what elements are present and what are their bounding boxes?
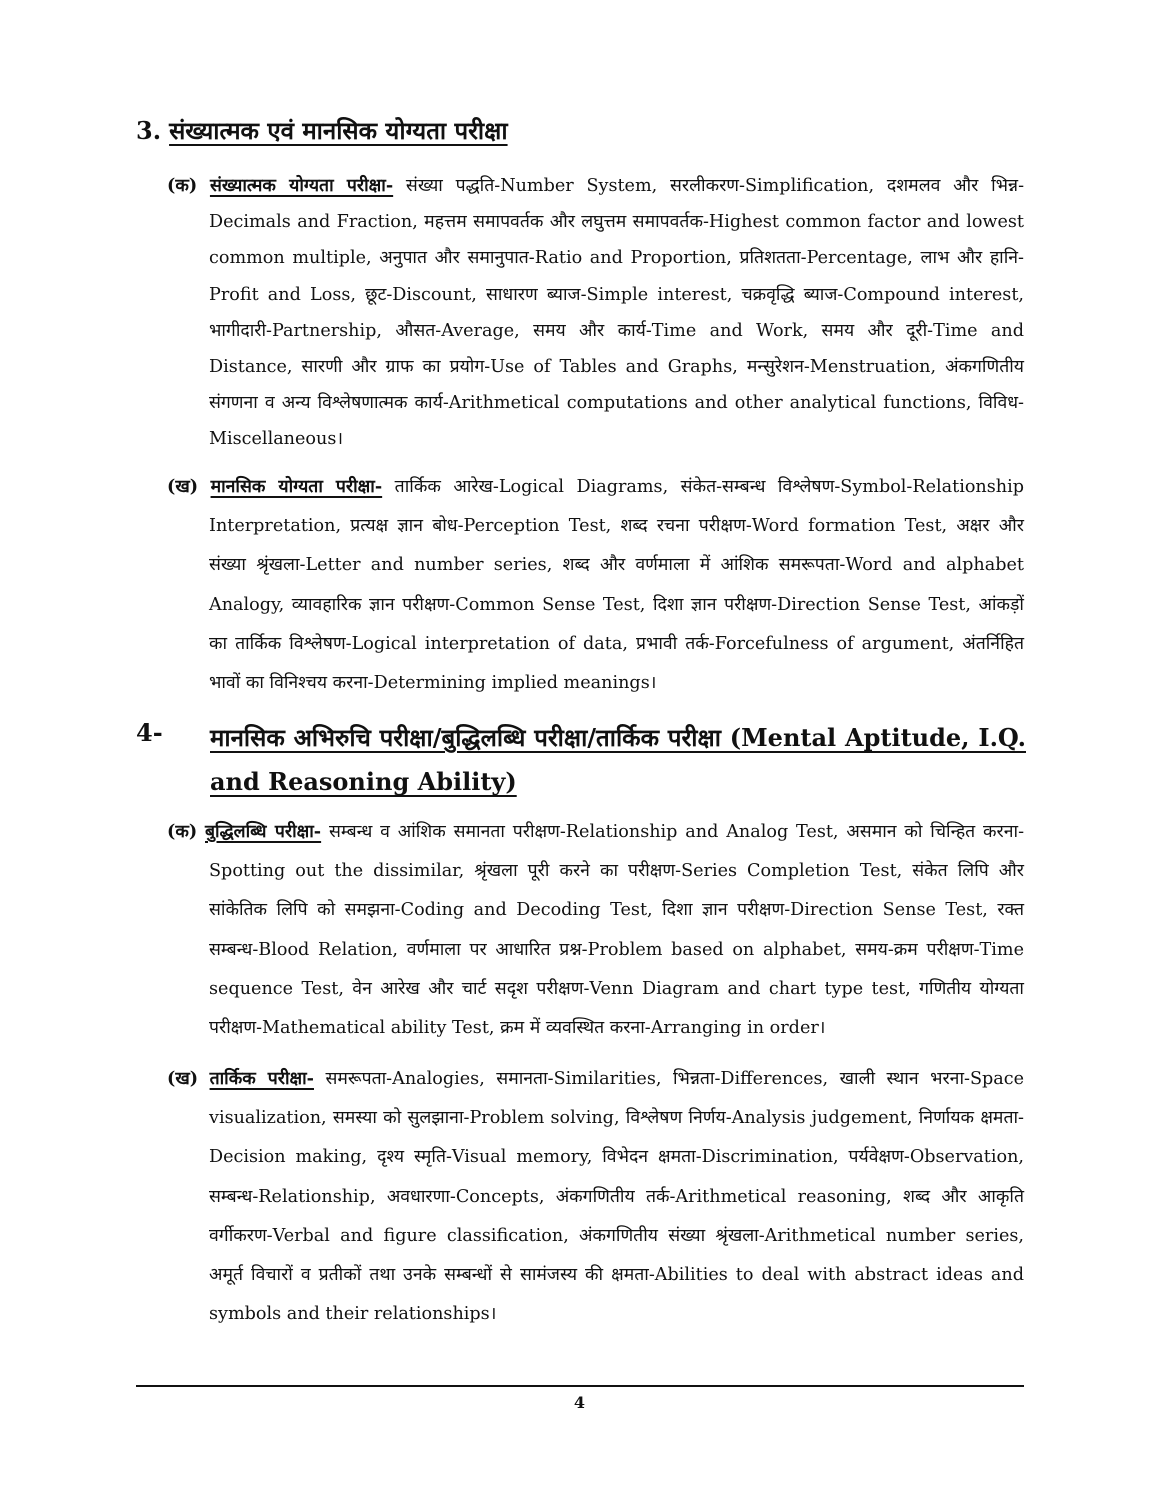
subsection-heading: संख्यात्मक योग्यता परीक्षा- — [209, 175, 394, 196]
section-3-subsection-a — [167, 168, 1025, 458]
subsection-body: तार्किक आरेख-Logical Diagrams, संकेत-सम्बन्ध विश्लेषण-Symbol-Relationship Interpretation, प्रत्यक्ष ज्ञान बोध-Perception Test, शब्द रचना परीक्षण-Word formation Test, अक्षर और संख्या श्रृंखला-Letter and number series, शब्द और वर्णमाला में आंशिक समरूपता-Word and alphabet Analogy, व्यावहारिक ज्ञान परीक्षण-Common Sense Test, दिशा ज्ञान परीक्षण-Direction Sense Test, आंकड़ों का तार्किक विश्लेषण-Logical interpretation of data, प्रभावी तर्क-Forcefulness of argument, अंतर्निहित भावों का विनिश्चय करना-Determining implied meanings। — [209, 477, 1025, 694]
section-3-number: 3. — [136, 116, 162, 145]
subsection-body: समरूपता-Analogies, समानता-Similarities, भिन्नता-Differences, खाली स्थान भरना-Space visualization, समस्या को सुलझाना-Problem solving, विश्लेषण निर्णय-Analysis judgement, निर्णायक क्षमता-Decision making, दृश्य स्मृति-Visual memory, विभेदन क्षमता-Discrimination, पर्यवेक्षण-Observation, सम्बन्ध-Relationship, अवधारणा-Concepts, अंकगणितीय तर्क-Arithmetical reasoning, शब्द और आकृति वर्गीकरण-Verbal and figure classification, अंकगणितीय संख्या श्रृंखला-Arithmetical number series, अमूर्त विचारों व प्रतीकों तथा उनके सम्बन्धों से सामंजस्य की क्षमता-Abilities to deal with abstract ideas and symbols and their relationships। — [209, 1069, 1025, 1325]
subsection-body: सम्बन्ध व आंशिक समानता परीक्षण-Relationship and Analog Test, असमान को चिन्हित करना-Spotting out the dissimilar, श्रृंखला पूरी करने का परीक्षण-Series Completion Test, संकेत लिपि और सांकेतिक लिपि को समझना-Coding and Decoding Test, दिशा ज्ञान परीक्षण-Direction Sense Test, रक्त सम्बन्ध-Blood Relation, वर्णमाला पर आधारित प्रश्न-Problem based on alphabet, समय-क्रम परीक्षण-Time sequence Test, वेन आरेख और चार्ट सदृश परीक्षण-Venn Diagram and chart type test, गणितीय योग्यता परीक्षण-Mathematical ability Test, क्रम में व्यवस्थित करना-Arranging in order। — [209, 822, 1025, 1039]
section-4-subsection-a — [167, 812, 1025, 1048]
subsection-label: (क) — [167, 175, 198, 196]
page-number: 4 — [573, 1393, 586, 1412]
section-4-subsection-b — [167, 1059, 1025, 1334]
section-3-subsection-b — [167, 467, 1025, 703]
subsection-heading: तार्किक परीक्षा- — [209, 1068, 314, 1089]
section-4-number: 4- — [136, 718, 163, 747]
subsection-body: संख्या पद्धति-Number System, सरलीकरण-Simplification, दशमलव और भिन्न-Decimals and Fraction, महत्तम समापवर्तक और लघुत्तम समापवर्तक-Highest common factor and lowest common multiple, अनुपात और समानुपात-Ratio and Proportion, प्रतिशतता-Percentage, लाभ और हानि-Profit and Loss, छूट-Discount, साधारण ब्याज-Simple interest, चक्रवृद्धि ब्याज-Compound interest, भागीदारी-Partnership, औसत-Average, समय और कार्य-Time and Work, समय और दूरी-Time and Distance, सारणी और ग्राफ का प्रयोग-Use of Tables and Graphs, मन्सुरेशन-Menstruation, अंकगणितीय संगणना व अन्य विश्लेषणात्मक कार्य-Arithmetical computations and other analytical functions, विविध-Miscellaneous। — [209, 176, 1025, 450]
section-3-title: संख्यात्मक एवं मानसिक योग्यता परीक्षा — [169, 116, 508, 145]
subsection-heading: बुद्धिलब्धि परीक्षा- — [205, 821, 322, 842]
section-4-title: मानसिक अभिरुचि परीक्षा/बुद्धिलब्धि परीक्षा/तार्किक परीक्षा (Mental Aptitude, I.Q. and Reasoning Ability) — [210, 723, 1026, 796]
section-4-heading — [136, 716, 1026, 804]
subsection-label: (ख) — [167, 476, 199, 497]
subsection-label: (क) — [167, 821, 198, 842]
section-3-heading — [136, 114, 1026, 148]
footer-divider — [136, 1385, 1024, 1387]
subsection-label: (ख) — [167, 1068, 199, 1089]
subsection-heading: मानसिक योग्यता परीक्षा- — [210, 476, 383, 497]
